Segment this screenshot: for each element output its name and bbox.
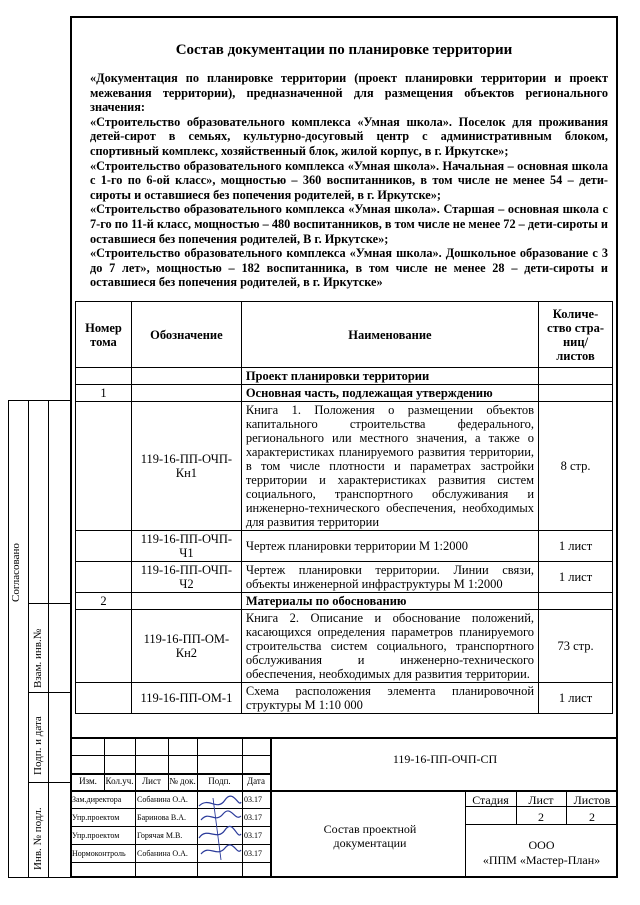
stamp-sheets-label: Листов (573, 793, 611, 807)
cell-name: Схема расположения элемента планировочной структуры М 1:10 000 (241, 683, 538, 714)
table-row (76, 531, 613, 562)
intro-paragraph: «Строительство образовательного комплекса «Умная школа». Начальная – основная школа с 1-го по 6-ой класс», мощностью – 360 воспитанников, в том числе не менее 54 – дети-сироты и оставшиеся без попечения родителей, в г. Иркутске»; (90, 158, 608, 202)
cell-count: 8 стр. (539, 402, 613, 531)
documents-table (75, 301, 613, 714)
stamp-col-list: Лист (142, 776, 161, 786)
stamp-person: Горячая М.В. (137, 831, 183, 840)
cell-vol (76, 562, 132, 593)
stamp-date: 03.17 (244, 849, 262, 858)
table-row (76, 385, 613, 402)
cell-name: Чертеж планировки территории. Линии связи, объекты инженерной инфраструктуры М 1:2000 (241, 562, 538, 593)
side-label-inv-podl: Инв. № подл. (32, 807, 44, 870)
cell-code: 119-16-ПП-ОЧП-Ч1 (131, 531, 241, 562)
stamp-role: Нормоконтроль (72, 849, 126, 858)
cell-count: 1 лист (539, 531, 613, 562)
cell-vol (76, 368, 132, 385)
stamp-sheet: 2 (538, 810, 544, 824)
cell-name: Книга 1. Положения о размещении объектов капитального строительства федерального, регионального или местного значения, а также о характеристиках планируемого развития территории, в том числе плотности и параметрах застройки территории и характеристиках развития систем социального, транспортного обслуживания и инженерно-технического обеспечения, необходимых для развития территории (241, 402, 538, 531)
table-row (76, 562, 613, 593)
side-label-inv-vzam: Взам. инв.№ (32, 628, 44, 688)
table-row (76, 593, 613, 610)
cell-name: Чертеж планировки территории М 1:2000 (241, 531, 538, 562)
cell-count: 1 лист (539, 683, 613, 714)
stamp-sheets: 2 (589, 810, 595, 824)
cell-vol (76, 610, 132, 683)
cell-name: Основная часть, подлежащая утверждению (241, 385, 538, 402)
stamp-col-ndoc: № док. (169, 776, 196, 786)
table-header-row (76, 302, 613, 368)
cell-vol (76, 683, 132, 714)
stamp-role: Упр.проектом (72, 813, 120, 822)
stamp-sheet-label: Лист (528, 793, 554, 807)
intro-paragraph: «Строительство образовательного комплекса «Умная школа». Старшая – основная школа с 7-го по 11-й класс, мощностью – 480 воспитанников, в том числе не менее 72 – дети-сироты и оставшиеся без попечения родителей, В г. Иркутске»; (90, 202, 608, 246)
intro-paragraph: «Строительство образовательного комплекса «Умная школа». Дошкольное образование с 3 до 7 лет», мощностью – 182 воспитанника, в том числе не менее 28 – дети-сироты и оставшиеся без попечения родителей, в г. Иркутске» (90, 246, 608, 290)
stamp-doc-title: Состав проектной документации (323, 822, 417, 850)
stamp-col-podp: Подп. (208, 776, 231, 786)
side-label-podp-data: Подп. и дата (32, 716, 44, 775)
cell-count: 73 стр. (539, 610, 613, 683)
table-row (76, 368, 613, 385)
intro-text (90, 71, 608, 290)
stamp-role: Упр.проектом (72, 831, 120, 840)
stamp-stage-label: Стадия (472, 793, 509, 807)
cell-vol (76, 402, 132, 531)
table-row (76, 610, 613, 683)
stamp-col-kol: Кол.уч. (105, 776, 134, 786)
stamp-doc-code: 119-16-ПП-ОЧП-СП (392, 752, 498, 766)
cell-name: Проект планировки территории (241, 368, 538, 385)
header-count: Количе-ство стра-ниц/ листов (539, 302, 613, 368)
stamp-role: Зам.директора (72, 795, 122, 804)
cell-name: Книга 2. Описание и обоснование положений, касающихся определения параметров планируемого строительства систем социального, транспортного обслуживания и инженерно-технического обеспечения, необходимых для развития территории. (241, 610, 538, 683)
stamp-date: 03.17 (244, 813, 262, 822)
signatures-icon (195, 794, 245, 864)
cell-name: Материалы по обоснованию (241, 593, 538, 610)
cell-code: 119-16-ПП-ОЧП-Ч2 (131, 562, 241, 593)
cell-count (539, 593, 613, 610)
stamp-person: Баринова В.А. (137, 813, 187, 822)
cell-code (131, 368, 241, 385)
cell-vol: 1 (76, 385, 132, 402)
intro-paragraph: «Документация по планировке территории (проект планировки территории и проект межевания территории), предназначенной для размещения объектов регионального значения: (90, 71, 608, 115)
stamp-date: 03.17 (244, 831, 262, 840)
stamp-person: Собанина О.А. (137, 795, 188, 804)
stamp-person: Собанина О.А. (137, 849, 188, 858)
header-code: Обозначение (131, 302, 241, 368)
cell-vol: 2 (76, 593, 132, 610)
cell-code (131, 385, 241, 402)
intro-paragraph: «Строительство образовательного комплекса «Умная школа». Поселок для проживания детей-сирот в семьях, культурно-досуговый центр с административным блоком, спортивный комплекс, хозяйственный блок, жилой корпус, в г. Иркутске»; (90, 114, 608, 158)
header-vol: Номер тома (76, 302, 132, 368)
cell-count (539, 385, 613, 402)
document-title: Состав документации по планировке территории (175, 42, 513, 58)
cell-vol (76, 531, 132, 562)
stamp-org-line2: «ППМ «Мастер-План» (482, 853, 601, 867)
stamp-date: 03.17 (244, 795, 262, 804)
stamp-col-izm: Изм. (79, 776, 97, 786)
cell-code: 119-16-ПП-ОЧП-Кн1 (131, 402, 241, 531)
cell-code: 119-16-ПП-ОМ-Кн2 (131, 610, 241, 683)
stamp-org-line1: ООО (528, 838, 555, 852)
cell-code (131, 593, 241, 610)
cell-count: 1 лист (539, 562, 613, 593)
stamp-col-date: Дата (247, 776, 265, 786)
side-label-agreed: Согласовано (10, 543, 22, 602)
table-row (76, 402, 613, 531)
header-name: Наименование (241, 302, 538, 368)
cell-code: 119-16-ПП-ОМ-1 (131, 683, 241, 714)
table-row (76, 683, 613, 714)
cell-count (539, 368, 613, 385)
